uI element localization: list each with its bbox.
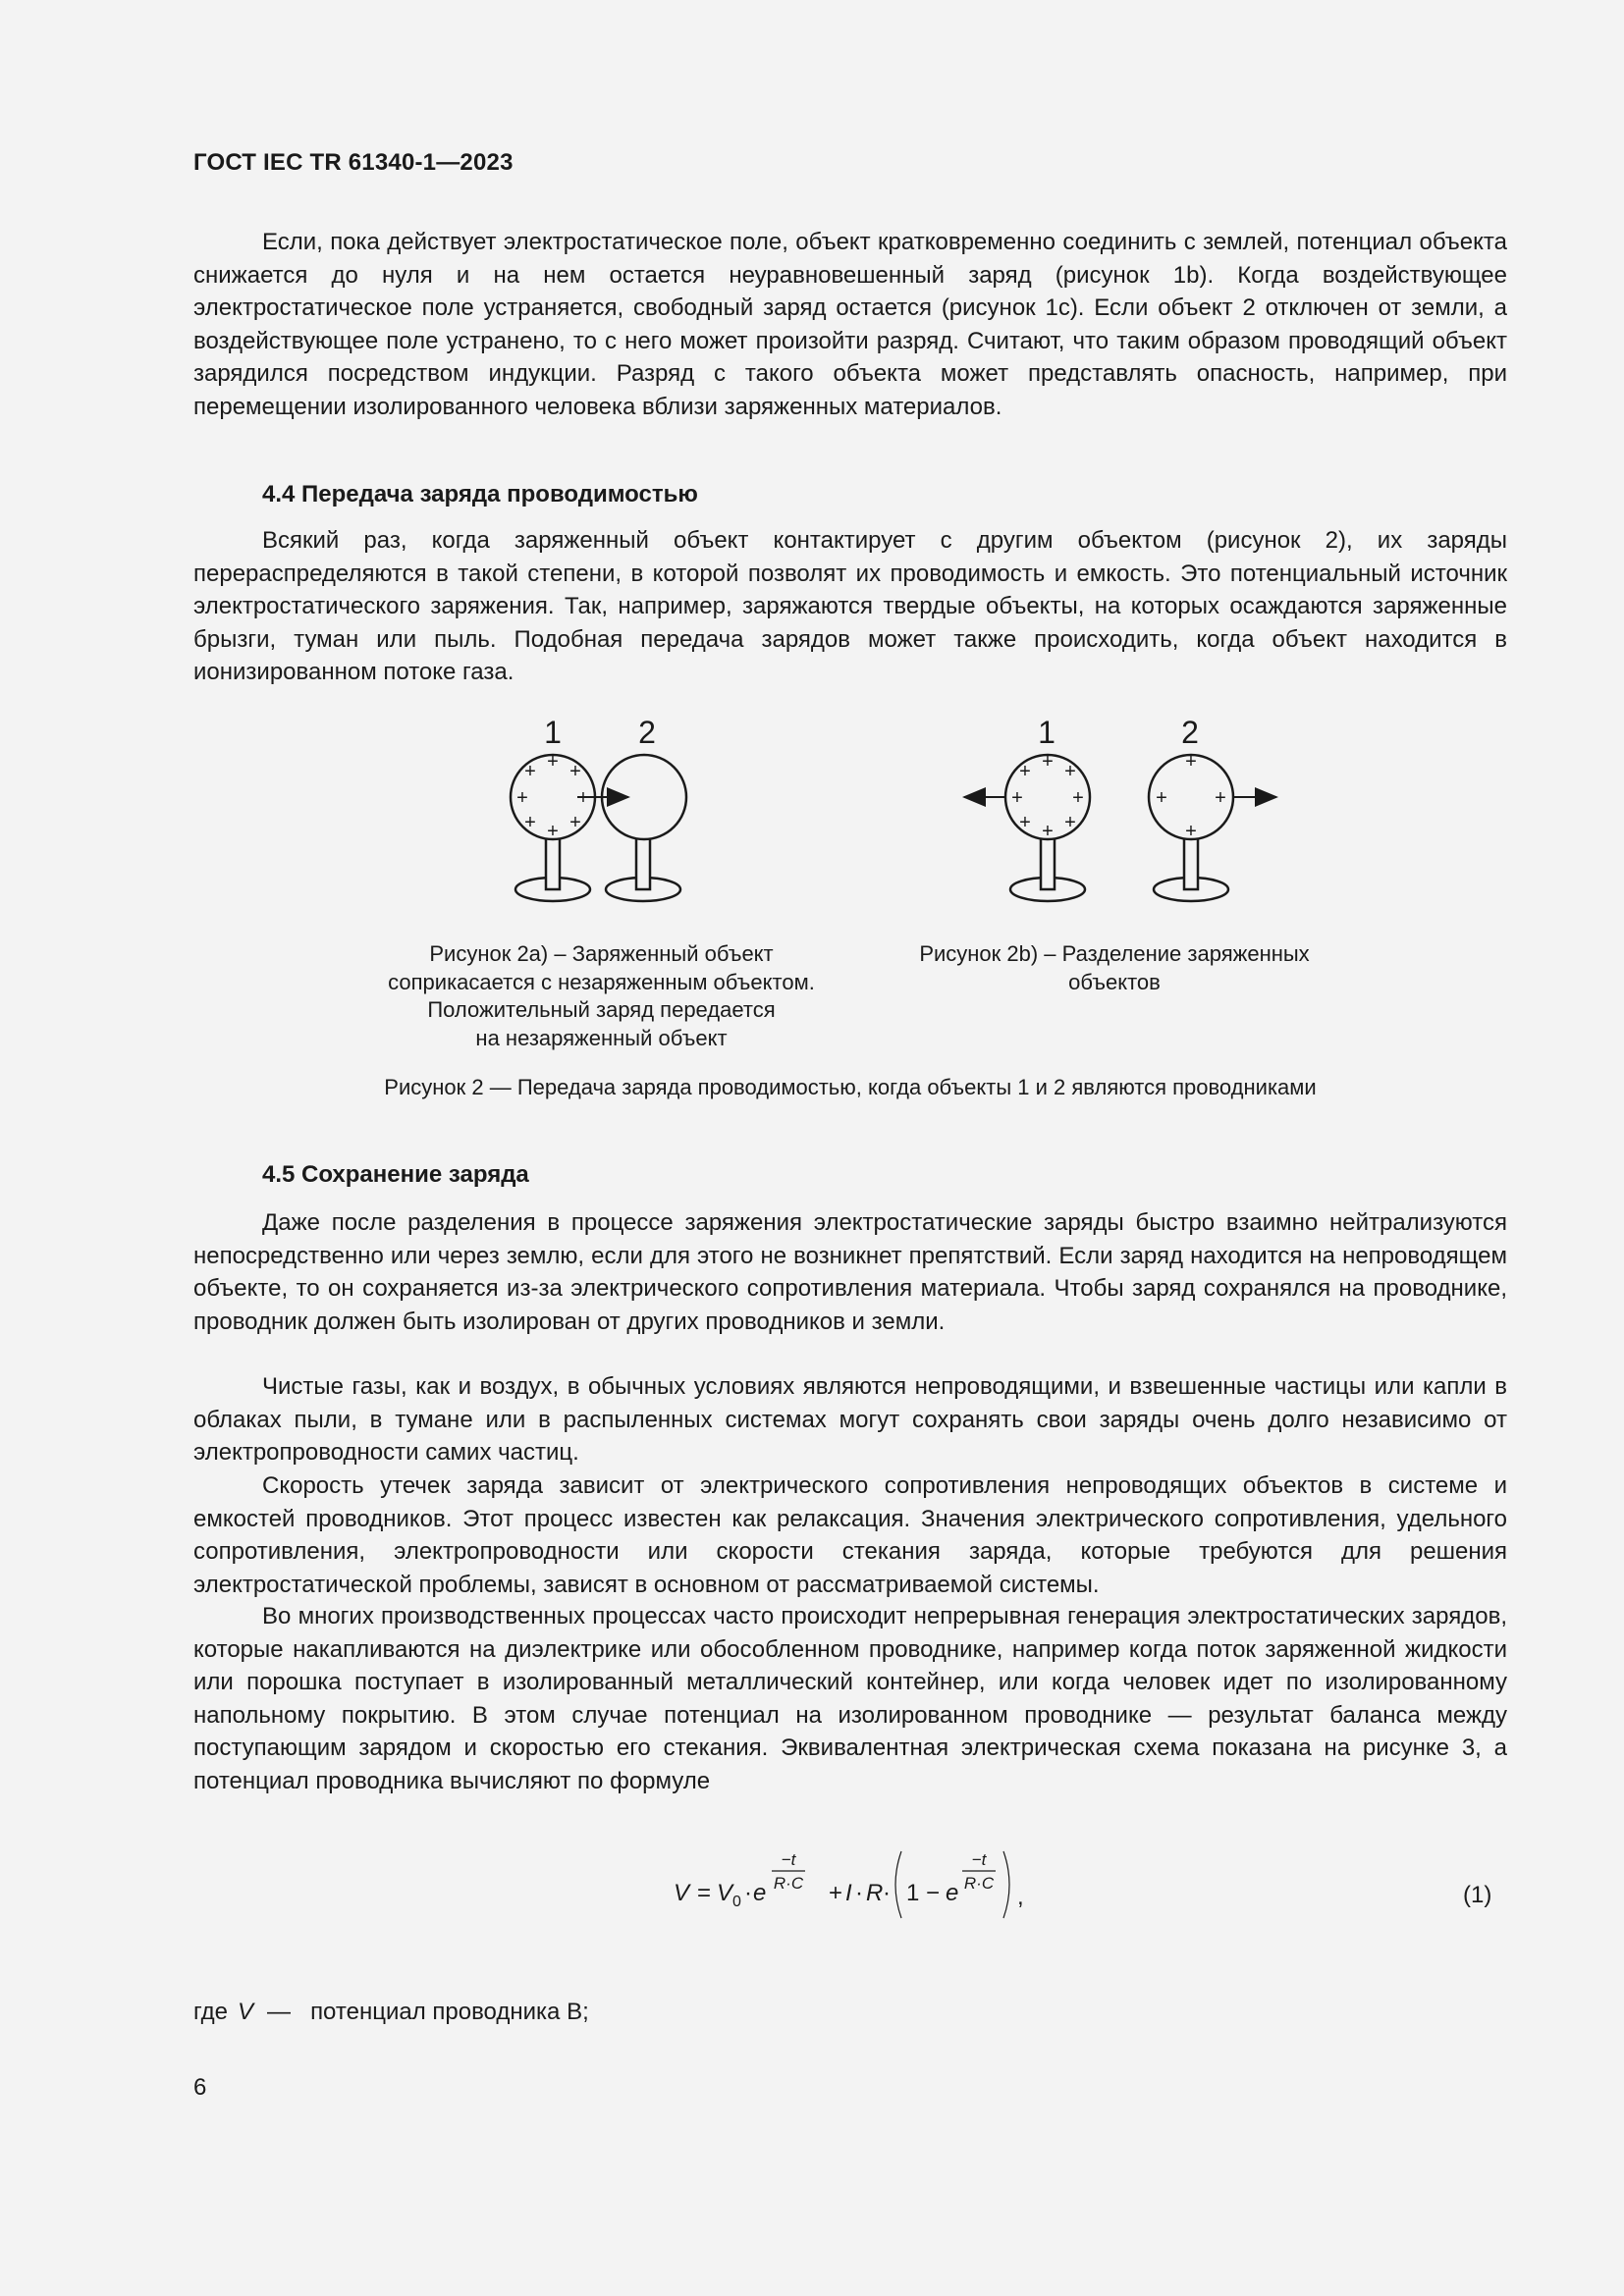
formula-1 <box>668 1845 1060 1973</box>
svg-text:+: + <box>524 812 536 833</box>
svg-text:R·C: R·C <box>773 1874 804 1893</box>
svg-text:+: + <box>569 761 581 782</box>
heading-4-5: 4.5 Сохранение заряда <box>262 1161 529 1188</box>
svg-text:·: · <box>744 1880 752 1906</box>
svg-text:1 −: 1 − <box>906 1880 941 1906</box>
svg-text:+: + <box>577 787 589 809</box>
svg-text:+: + <box>1072 787 1084 809</box>
svg-text:+: + <box>1064 761 1076 782</box>
paragraph-conduction: Всякий раз, когда заряженный объект контактирует с другим объектом (рисунок 2), их заряды перераспределяются в такой степени, в которой позволят их проводимость и емкость. Это потенциальный источник электростатического заряжения. Так, например, заряжаются твердые объекты, на которых осаждаются заряженные брызги, туман или пыль. Подобная передача зарядов может также происходить, когда объект находится в ионизированном потоке газа. <box>193 527 1507 685</box>
paragraph-neutralization: Даже после разделения в процессе заряжения электростатические заряды быстро взаимно нейтрализуются непосредственно или через землю, если для этого не возникнет препятствий. Если заряд находится на непроводящем объекте, то он сохраняется из-за электрического сопротивления материала. Чтобы заряд сохранялся на проводнике, проводник должен быть изолирован от других проводников и земли. <box>193 1209 1507 1335</box>
svg-text:+: + <box>516 787 528 809</box>
formula-v: V <box>674 1880 690 1906</box>
svg-text:+: + <box>1019 812 1031 833</box>
figure-2-diagram <box>461 709 1316 920</box>
figure-2-title: Рисунок 2 — Передача заряда проводимостью, когда объекты 1 и 2 являются проводниками <box>384 1075 1317 1099</box>
paragraph-induction: Если, пока действует электростатическое поле, объект кратковременно соединить с землей, потенциал объекта снижается до нуля и на нем остается неуравновешенный заряд (рисунок 1b). Когда воздействующее электростатическое поле устраняется, свободный заряд остается (рисунок 1c). Если объект 2 отключен от земли, а воздействующее поле устранено, то с него может произойти разряд. Считают, что таким образом проводящий объект зарядился посредством индукции. Разряд с такого объекта может представлять опасность, например, при перемещении изолированного человека вблизи заряженных материалов. <box>193 229 1507 420</box>
svg-text:+: + <box>1064 812 1076 833</box>
svg-text:R: R <box>866 1880 884 1906</box>
formula-legend: где V — потенциал проводника В; <box>193 1999 589 2025</box>
paragraph-generation: Во многих производственных процессах часто происходит непрерывная генерация электростатических зарядов, которые накапливаются на диэлектрике или обособленном проводнике, например когда поток заряженной жидкости или порошка поступает в изолированный металлический контейнер, или когда человек идет по изолированному напольному покрытию. В этом случае потенциал на изолированном проводнике — результат баланса между поступающим зарядом и скоростью его стекания. Эквивалентная электрическая схема показана на рисунке 3, а потенциал проводника вычисляют по формуле <box>193 1603 1507 1794</box>
svg-text:+: + <box>829 1880 843 1906</box>
paragraph-leakage: Скорость утечек заряда зависит от электрического сопротивления непроводящих объектов в системе и емкостей проводников. Этот процесс известен как релаксация. Значения электрического сопротивления, удельного сопротивления, электропроводности или скорости стекания заряда, которые требуются для решения электростатической проблемы, зависят в основном от рассматриваемой системы. <box>193 1472 1507 1598</box>
svg-text:I: I <box>845 1880 852 1906</box>
svg-text:·: · <box>855 1880 863 1906</box>
svg-text:e: e <box>753 1880 767 1906</box>
svg-text:+: + <box>547 751 559 773</box>
fig-b-label-2: 2 <box>1181 715 1199 750</box>
svg-text:+: + <box>1042 821 1054 842</box>
svg-text:,: , <box>1017 1884 1024 1910</box>
svg-text:+: + <box>1042 751 1054 773</box>
svg-text:+: + <box>547 821 559 842</box>
page-number: 6 <box>193 2074 207 2101</box>
svg-text:+: + <box>1185 751 1197 773</box>
fig-a-label-1: 1 <box>544 715 562 750</box>
svg-text:−t: −t <box>971 1850 987 1869</box>
svg-text:+: + <box>524 761 536 782</box>
heading-4-4: 4.4 Передача заряда проводимостью <box>262 481 698 507</box>
figure-2a-caption: Рисунок 2а) – Заряженный объект соприкасается с незаряженным объектом. Положительный заряд передается на незаряженный объект <box>388 941 815 1050</box>
svg-text:+: + <box>1019 761 1031 782</box>
svg-text:−t: −t <box>781 1850 796 1869</box>
svg-text:·: · <box>883 1880 891 1906</box>
svg-text:=: = <box>697 1880 712 1906</box>
svg-text:+: + <box>1011 787 1023 809</box>
svg-text:+: + <box>569 812 581 833</box>
svg-text:R·C: R·C <box>963 1874 995 1893</box>
svg-text:e: e <box>946 1880 959 1906</box>
formula-number: (1) <box>1463 1882 1492 1908</box>
svg-text:+: + <box>1156 787 1167 809</box>
paragraph-gases: Чистые газы, как и воздух, в обычных условиях являются непроводящими, и взвешенные частицы или капли в облаках пыли, в тумане или в распыленных системах могут сохранять свои заряды очень долго независимо от электропроводности самих частиц. <box>193 1373 1507 1466</box>
fig-b-label-1: 1 <box>1038 715 1056 750</box>
fig-a-label-2: 2 <box>638 715 656 750</box>
document-header: ГОСТ IEC TR 61340-1—2023 <box>193 149 514 176</box>
figure-2b-caption: Рисунок 2b) – Разделение заряженных объектов <box>919 941 1310 994</box>
svg-text:+: + <box>1185 821 1197 842</box>
svg-text:V: V <box>717 1880 733 1906</box>
svg-text:0: 0 <box>732 1894 741 1910</box>
svg-text:+: + <box>1215 787 1226 809</box>
